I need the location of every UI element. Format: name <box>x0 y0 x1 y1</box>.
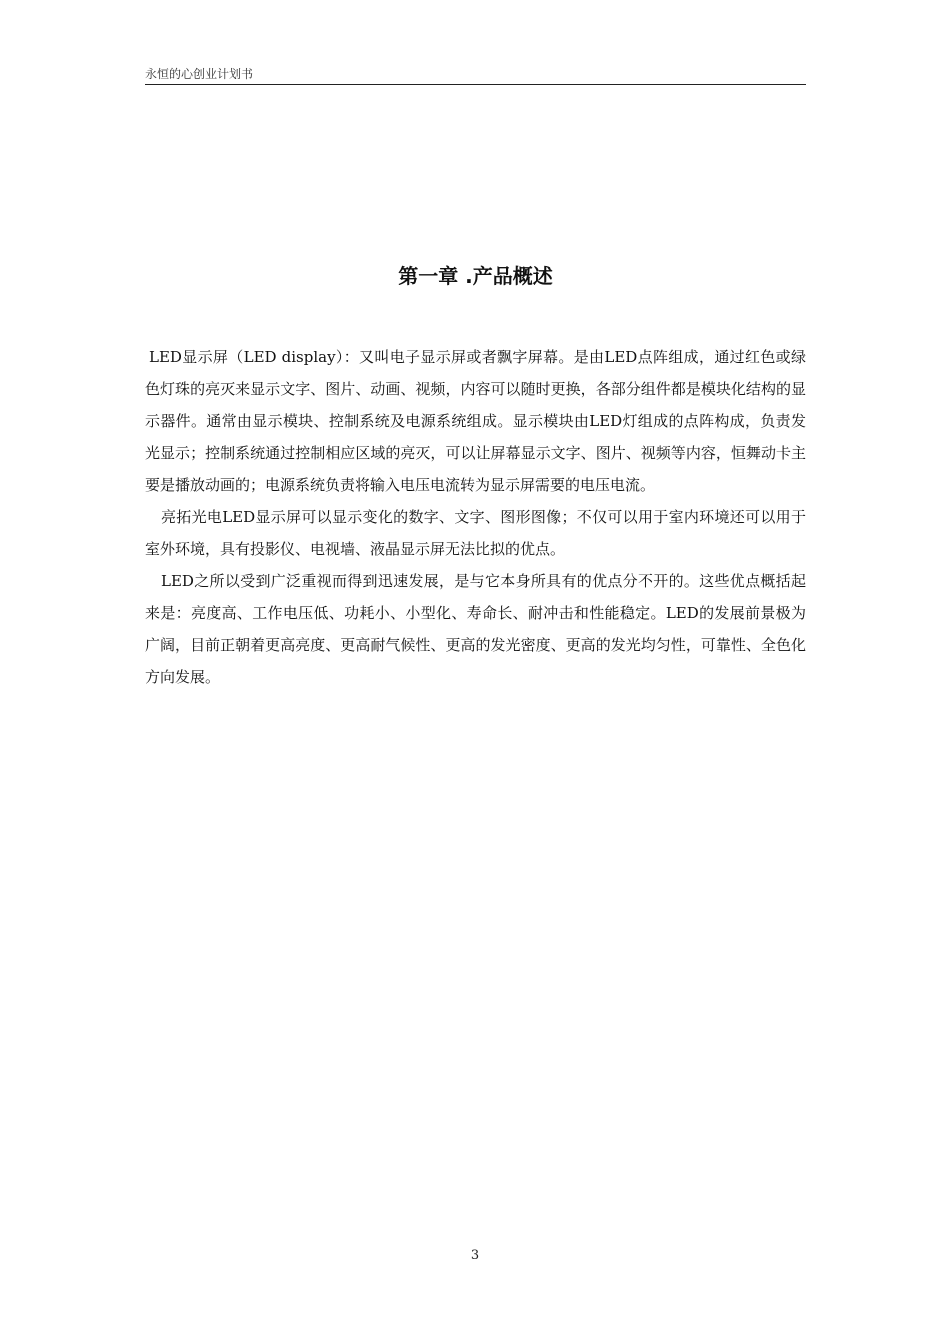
body-text <box>145 341 806 693</box>
paragraph-led-advantages: LED之所以受到广泛重视而得到迅速发展，是与它本身所具有的优点分不开的。这些优点概括起来是：亮度高、工作电压低、功耗小、小型化、寿命长、耐冲击和性能稳定。LED的发展前景极为广阔，目前正朝着更高亮度、更高耐气候性、更高的发光密度、更高的发光均匀性，可靠性、全色化方向发展。 <box>145 572 806 686</box>
paragraph-led-display-definition: LED显示屏（LED display）：又叫电子显示屏或者飘字屏幕。是由LED点阵组成，通过红色或绿色灯珠的亮灭来显示文字、图片、动画、视频，内容可以随时更换，各部分组件都是模块化结构的显示器件。通常由显示模块、控制系统及电源系统组成。显示模块由LED灯组成的点阵构成，负责发光显示；控制系统通过控制相应区域的亮灭，可以让屏幕显示文字、图片、视频等内容，恒舞动卡主要是播放动画的；电源系统负责将输入电压电流转为显示屏需要的电压电流。 <box>145 348 806 494</box>
header-title: 永恒的心创业计划书 <box>145 67 254 81</box>
paragraph-liangtuo-display: 亮拓光电LED显示屏可以显示变化的数字、文字、图形图像；不仅可以用于室内环境还可以用于室外环境，具有投影仪、电视墙、液晶显示屏无法比拟的优点。 <box>145 508 806 558</box>
page-number: 3 <box>470 1248 480 1263</box>
chapter-title: 第一章 .产品概述 <box>398 264 553 288</box>
page-header <box>145 66 806 85</box>
